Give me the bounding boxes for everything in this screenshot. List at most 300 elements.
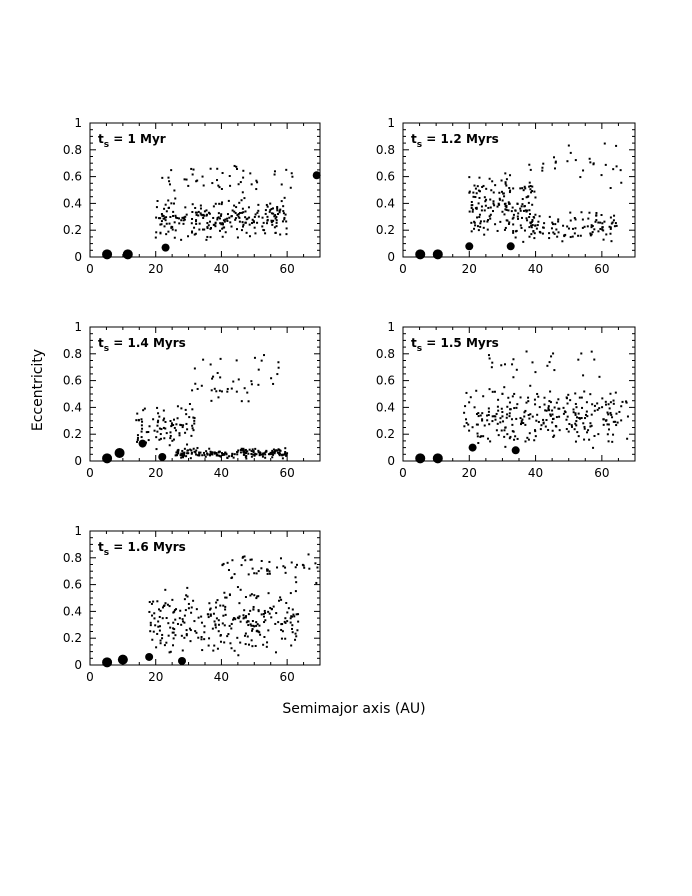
y-tick-label: 0 [387, 250, 395, 264]
particle-point [511, 210, 513, 212]
particle-point [609, 407, 611, 409]
particle-point [531, 221, 533, 223]
particle-point [615, 222, 617, 224]
particle-point [242, 177, 244, 179]
particle-point [259, 634, 261, 636]
particle-point [192, 203, 194, 205]
particle-point [567, 416, 569, 418]
particle-point [238, 183, 240, 185]
particle-point [165, 233, 167, 235]
particle-point [228, 217, 230, 219]
particle-point [501, 180, 503, 182]
particle-point [149, 425, 151, 427]
particle-point [598, 407, 600, 409]
particle-point [597, 230, 599, 232]
particle-point [163, 604, 165, 606]
particle-point [516, 403, 518, 405]
particle-point [213, 205, 215, 207]
particle-point [141, 421, 143, 423]
particle-point [207, 453, 209, 455]
particle-point [274, 623, 276, 625]
particle-point [549, 361, 551, 363]
particle-point [265, 450, 267, 452]
particle-point [609, 233, 611, 235]
particle-point [529, 385, 531, 387]
particle-point [229, 175, 231, 177]
particle-point [270, 616, 272, 618]
particle-point [241, 564, 243, 566]
particle-point [281, 638, 283, 640]
particle-point [519, 208, 521, 210]
particle-point [198, 617, 200, 619]
particle-point [160, 223, 162, 225]
particle-point [210, 168, 212, 170]
particle-point [520, 210, 522, 212]
panel-title: $t_s = 1.5$ Myrs [411, 336, 499, 354]
particle-point [195, 219, 197, 221]
particle-point [169, 431, 171, 433]
particle-point [488, 414, 490, 416]
panel-title: $t_s = 1.2$ Myrs [411, 132, 499, 150]
particle-point [257, 384, 259, 386]
particle-point [257, 210, 259, 212]
particle-point [171, 226, 173, 228]
particle-point [224, 606, 226, 608]
particle-point [164, 225, 166, 227]
particle-point [481, 205, 483, 207]
particle-point [247, 636, 249, 638]
particle-point [509, 401, 511, 403]
particle-point [269, 573, 271, 575]
particle-point [602, 226, 604, 228]
particle-point [238, 217, 240, 219]
particle-point [218, 212, 220, 214]
x-tick-label: 60 [279, 466, 295, 480]
x-tick-label: 60 [279, 262, 295, 276]
particle-point [263, 613, 265, 615]
particle-point [528, 216, 530, 218]
particle-point [616, 165, 618, 167]
particle-point [240, 451, 242, 453]
planet-point [102, 249, 112, 259]
particle-point [603, 424, 605, 426]
particle-point [206, 222, 208, 224]
particle-point [594, 405, 596, 407]
planet-point [313, 171, 321, 179]
particle-point [157, 200, 159, 202]
particle-point [170, 169, 172, 171]
particle-point [275, 216, 277, 218]
particle-point [182, 426, 184, 428]
particle-point [471, 230, 473, 232]
particle-point [273, 215, 275, 217]
particle-point [529, 432, 531, 434]
particle-point [498, 192, 500, 194]
particle-point [544, 404, 546, 406]
particle-point [595, 219, 597, 221]
particle-point [246, 392, 248, 394]
particle-point [487, 438, 489, 440]
particle-point [613, 400, 615, 402]
particle-point [204, 625, 206, 627]
particle-point [512, 187, 514, 189]
particle-point [481, 209, 483, 211]
particle-point [212, 650, 214, 652]
particle-point [516, 369, 518, 371]
particle-point [517, 218, 519, 220]
particle-point [255, 625, 257, 627]
particle-point [567, 394, 569, 396]
particle-point [512, 207, 514, 209]
particle-point [151, 615, 153, 617]
particle-point [257, 623, 259, 625]
particle-point [572, 408, 574, 410]
particle-series [155, 165, 294, 241]
particle-point [251, 559, 253, 561]
particle-point [210, 608, 212, 610]
particle-point [569, 399, 571, 401]
particle-point [534, 214, 536, 216]
particle-point [151, 639, 153, 641]
x-tick-label: 40 [213, 262, 230, 276]
particle-point [221, 188, 223, 190]
particle-point [551, 421, 553, 423]
particle-point [212, 376, 214, 378]
planet-point [507, 242, 515, 250]
particle-point [167, 604, 169, 606]
particle-point [241, 212, 243, 214]
particle-point [175, 608, 177, 610]
particle-point [555, 426, 557, 428]
particle-point [176, 454, 178, 456]
particle-point [472, 426, 474, 428]
particle-point [513, 214, 515, 216]
particle-point [255, 213, 257, 215]
particle-point [566, 225, 568, 227]
particle-point [233, 617, 235, 619]
particle-point [556, 416, 558, 418]
particle-point [576, 431, 578, 433]
particle-point [487, 207, 489, 209]
particle-point [479, 226, 481, 228]
particle-point [231, 215, 233, 217]
particle-point [610, 401, 612, 403]
particle-point [543, 422, 545, 424]
particle-point [527, 400, 529, 402]
particle-point [198, 211, 200, 213]
x-axis-title: Semimajor axis (AU) [282, 701, 426, 717]
particle-point [502, 199, 504, 201]
particle-point [591, 414, 593, 416]
particle-point [137, 437, 139, 439]
particle-point [534, 371, 536, 373]
particle-point [491, 180, 493, 182]
particle-point [539, 406, 541, 408]
particle-point [169, 437, 171, 439]
particle-point [477, 433, 479, 435]
particle-point [476, 192, 478, 194]
particle-point [526, 211, 528, 213]
particle-point [253, 572, 255, 574]
particle-point [501, 408, 503, 410]
particle-point [215, 602, 217, 604]
particle-point [200, 207, 202, 209]
particle-point [180, 239, 182, 241]
particle-point [203, 184, 205, 186]
particle-point [172, 229, 174, 231]
particle-point [245, 643, 247, 645]
particle-point [512, 223, 514, 225]
particle-point [242, 449, 244, 451]
panel-2 [376, 116, 635, 276]
y-tick-label: 1 [74, 116, 82, 130]
particle-point [246, 450, 248, 452]
particle-point [196, 214, 198, 216]
particle-point [227, 562, 229, 564]
particle-point [240, 589, 242, 591]
particle-point [258, 625, 260, 627]
particle-point [528, 414, 530, 416]
particle-point [599, 222, 601, 224]
particle-point [280, 557, 282, 559]
particle-point [228, 569, 230, 571]
particle-point [505, 205, 507, 207]
particle-point [187, 596, 189, 598]
x-tick-label: 20 [461, 466, 477, 480]
particle-point [242, 226, 244, 228]
particle-point [296, 564, 298, 566]
particle-point [271, 451, 273, 453]
particle-point [285, 214, 287, 216]
particle-point [161, 177, 163, 179]
particle-point [524, 230, 526, 232]
particle-point [251, 383, 253, 385]
particle-point [183, 622, 185, 624]
particle-point [494, 223, 496, 225]
particle-point [231, 455, 233, 457]
particle-point [200, 214, 202, 216]
planet-point [102, 657, 112, 667]
particle-point [271, 212, 273, 214]
particle-point [208, 224, 210, 226]
particle-point [578, 435, 580, 437]
particle-point [577, 359, 579, 361]
particle-point [164, 421, 166, 423]
particle-point [513, 393, 515, 395]
particle-point [214, 620, 216, 622]
particle-point [236, 228, 238, 230]
particle-point [158, 439, 160, 441]
particle-point [463, 425, 465, 427]
particle-point [480, 414, 482, 416]
particle-point [291, 561, 293, 563]
particle-point [492, 210, 494, 212]
particle-point [217, 372, 219, 374]
particle-point [612, 434, 614, 436]
particle-point [468, 430, 470, 432]
particle-point [595, 215, 597, 217]
particle-point [597, 433, 599, 435]
planet-point [415, 453, 425, 463]
particle-point [224, 624, 226, 626]
particle-point [220, 456, 222, 458]
particle-point [523, 189, 525, 191]
particle-point [591, 226, 593, 228]
particle-point [187, 235, 189, 237]
particle-point [282, 220, 284, 222]
particle-point [541, 170, 543, 172]
particle-point [293, 615, 295, 617]
particle-point [534, 403, 536, 405]
particle-point [521, 205, 523, 207]
particle-point [545, 426, 547, 428]
particle-point [295, 633, 297, 635]
particle-point [268, 592, 270, 594]
particle-point [159, 616, 161, 618]
particle-point [241, 229, 243, 231]
particle-point [548, 237, 550, 239]
particle-point [146, 431, 148, 433]
particle-point [258, 609, 260, 611]
particle-point [538, 421, 540, 423]
particle-point [586, 411, 588, 413]
particle-point [271, 220, 273, 222]
particle-point [208, 637, 210, 639]
particle-point [489, 199, 491, 201]
particle-point [485, 199, 487, 201]
particle-point [490, 207, 492, 209]
particle-point [590, 234, 592, 236]
particle-point [556, 236, 558, 238]
particle-point [138, 419, 140, 421]
particle-point [217, 396, 219, 398]
particle-point [617, 422, 619, 424]
particle-point [173, 632, 175, 634]
particle-point [179, 610, 181, 612]
particle-point [567, 403, 569, 405]
particle-point [224, 221, 226, 223]
particle-point [601, 214, 603, 216]
particle-point [589, 422, 591, 424]
particle-point [221, 390, 223, 392]
particle-point [605, 164, 607, 166]
particle-point [515, 210, 517, 212]
particle-point [520, 396, 522, 398]
particle-point [170, 202, 172, 204]
particle-point [589, 393, 591, 395]
particle-point [251, 456, 253, 458]
particle-point [251, 630, 253, 632]
particle-point [255, 188, 257, 190]
particle-point [528, 209, 530, 211]
particle-point [559, 429, 561, 431]
particle-point [251, 183, 253, 185]
particle-point [162, 419, 164, 421]
particle-point [288, 607, 290, 609]
particle-point [511, 424, 513, 426]
particle-point [263, 222, 265, 224]
particle-point [603, 221, 605, 223]
particle-point [264, 610, 266, 612]
particle-point [597, 222, 599, 224]
particle-point [464, 405, 466, 407]
particle-point [165, 219, 167, 221]
particle-point [169, 216, 171, 218]
particle-point [303, 567, 305, 569]
particle-point [611, 441, 613, 443]
particle-point [281, 200, 283, 202]
particle-point [605, 401, 607, 403]
particle-point [203, 631, 205, 633]
particle-point [243, 454, 245, 456]
particle-point [580, 211, 582, 213]
particle-point [593, 435, 595, 437]
particle-point [216, 168, 218, 170]
particle-point [221, 454, 223, 456]
particle-point [528, 164, 530, 166]
particle-point [263, 354, 265, 356]
particle-point [537, 221, 539, 223]
particle-point [533, 191, 535, 193]
particle-point [231, 226, 233, 228]
particle-point [501, 411, 503, 413]
particle-point [150, 624, 152, 626]
particle-point [297, 621, 299, 623]
particle-point [174, 634, 176, 636]
particle-point [242, 208, 244, 210]
particle-point [206, 236, 208, 238]
particle-point [225, 231, 227, 233]
particle-point [480, 435, 482, 437]
particle-point [140, 418, 142, 420]
y-tick-label: 0.8 [62, 142, 82, 157]
particle-point [256, 595, 258, 597]
particle-point [256, 222, 258, 224]
particle-point [613, 219, 615, 221]
particle-point [584, 417, 586, 419]
particle-point [597, 409, 599, 411]
particle-point [527, 195, 529, 197]
particle-point [491, 420, 493, 422]
planet-point [115, 448, 125, 458]
particle-point [172, 211, 174, 213]
particle-point [504, 363, 506, 365]
particle-point [271, 208, 273, 210]
particle-point [552, 430, 554, 432]
particle-point [500, 364, 502, 366]
particle-point [580, 235, 582, 237]
particle-point [174, 619, 176, 621]
particle-point [284, 451, 286, 453]
particle-point [603, 418, 605, 420]
particle-point [542, 419, 544, 421]
particle-point [283, 217, 285, 219]
particle-point [498, 203, 500, 205]
particle-point [202, 214, 204, 216]
particle-point [204, 210, 206, 212]
particle-point [285, 233, 287, 235]
particle-point [615, 424, 617, 426]
particle-point [488, 411, 490, 413]
particle-point [279, 209, 281, 211]
particle-point [530, 224, 532, 226]
particle-point [507, 397, 509, 399]
particle-point [611, 416, 613, 418]
particle-point [244, 559, 246, 561]
particle-point [282, 210, 284, 212]
particle-point [551, 410, 553, 412]
particle-point [256, 212, 258, 214]
